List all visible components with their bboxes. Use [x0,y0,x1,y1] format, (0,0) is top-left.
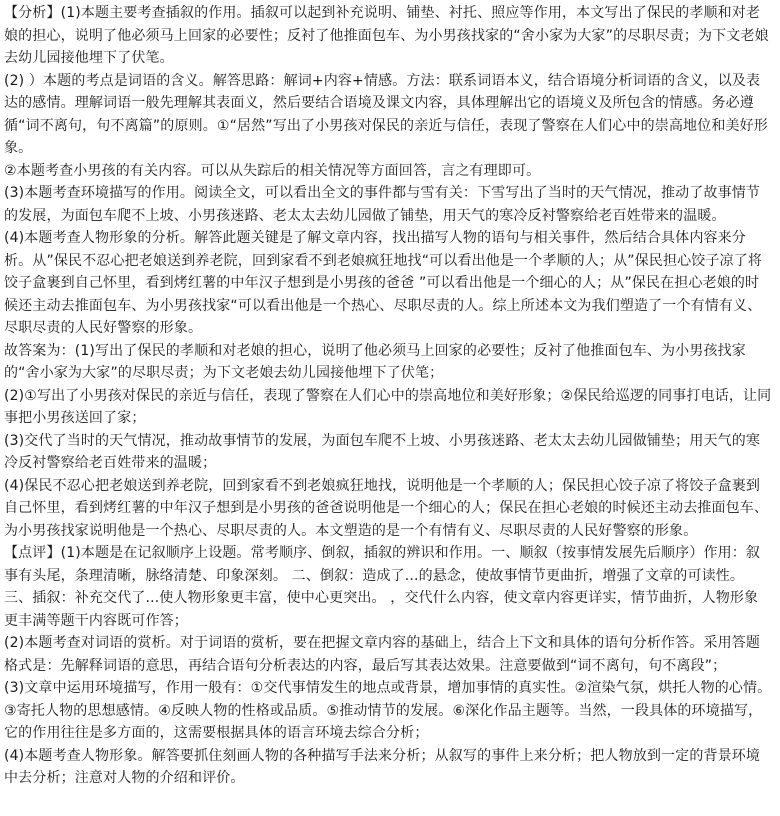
answer-paragraph: (4)保民不忍心把老娘送到养老院，回到家看不到老娘疯狂地找，说明他是一个孝顺的人；保民担心饺子凉了将饺子盒裹到自己怀里，看到烤红薯的中年汉子想到是小男孩的爸爸说明他是一个细心的人；保民在担心老娘的时候还主动去推面包车、为小男孩找家说明他是一个热心、尽职尽责的人。本文塑造的是一个有情有义、尽职尽责的人民好警察的形象。 [4,477,769,539]
answer-paragraph: 故答案为：(1)写出了保民的孝顺和对老娘的担心，说明了他必须马上回家的必要性；反衬了他推面包车、为小男孩找家的“舍小家为大家”的尽职尽责；为下文老娘去幼儿园接他埋下了伏笔； [4,342,746,381]
comment-paragraph: (4)本题考查人物形象。解答要抓住刻画人物的各种描写手法来分析；从叙写的事件上来分析；把人物放到一定的背景环境中去分析；注意对人物的介绍和评价。 [4,747,761,786]
comment-paragraph: (2)本题考查对词语的赏析。对于词语的赏析，要在把握文章内容的基础上，结合上下文和具体的语句分析作答。采用答题格式是：先解释词语的意思，再结合语句分析表达的内容，最后写其表达效果。注意要做到“词不离句，句不离段”； [4,635,761,674]
comment-paragraph: (3)文章中运用环境描写，作用一般有：①交代事情发生的地点或背景，增加事情的真实性。②渲染气氛，烘托人物的心情。③寄托人物的思想感情。④反映人物的性格或品质。⑤推动情节的发展。⑥深化作品主题等。当然，一段具体的环境描写，它的作用往往是多方面的，这需要根据具体的语言环境去综合分析； [4,680,772,741]
solution-document [4,0,772,790]
analysis-paragraph: ②本题考查小男孩的有关内容。可以从失踪后的相关情况等方面回答，言之有理即可。 [4,162,541,179]
answer-paragraph: (2)①写出了小男孩对保民的亲近与信任，表现了警察在人们心中的崇高地位和美好形象；②保民给巡逻的同事打电话，让同事把小男孩送回了家； [4,387,772,426]
analysis-paragraph: (4)本题考查人物形象的分析。解答此题关键是了解文章内容，找出描写人物的语句与相关事件，然后结合具体内容来分析。从”保民不忍心把老娘送到养老院，回到家看不到老娘疯狂地找“可以看出他是一个孝顺的人；从”保民担心饺子凉了将饺子盒裹到自己怀里，看到烤红薯的中年汉子想到是小男孩的爸爸 ”可以看出他是一个细心的人；从”保民在担心老娘的时候还主动去推面包车、为小男孩找家“可以看出他是一个热心、尽职尽责的人。综上所述本文为我们塑造了一个有情有义、尽职尽责的人民好警察的形象。 [4,230,763,336]
analysis-paragraph: (3)本题考查环境描写的作用。阅读全文，可以看出全文的事件都与雪有关：下雪写出了当时的天气情况，推动了故事情节的发展，为面包车爬不上坡、小男孩迷路、老太太去幼儿园做了铺垫，用天气的寒冷反衬警察给老百姓带来的温暖。 [4,185,761,224]
comment-paragraph: 【点评】(1)本题是在记叙顺序上设题。常考顺序、倒叙，插叙的辨识和作用。一、顺叙（按事情发展先后顺序）作用：叙事有头尾，条理清晰，脉络清楚、印象深刻。 二、倒叙：造成了...的悬念，使故事情节更曲折，增强了文章的可读性。 三、插叙：补充交代了...使人物形象更丰富，使中心更突出。 ，交代什么内容，使文章内容更详实，情节曲折，人物形象更丰满等题干内容既可作答； [4,545,761,629]
analysis-paragraph: 【分析】(1)本题主要考查插叙的作用。插叙可以起到补充说明、铺垫、衬托、照应等作用，本文写出了保民的孝顺和对老娘的担心，说明了他必须马上回家的必要性；反衬了他推面包车、为小男孩找家的“舍小家为大家”的尽职尽责；为下文老娘去幼儿园接他埋下了伏笔。 [4,5,769,66]
answer-paragraph: (3)交代了当时的天气情况，推动故事情节的发展，为面包车爬不上坡、小男孩迷路、老太太去幼儿园做铺垫；用天气的寒冷反衬警察给老百姓带来的温暖； [4,432,761,471]
analysis-paragraph: (2) ）本题的考点是词语的含义。解答思路：解词+内容+情感。方法：联系词语本义，结合语境分析词语的含义，以及表达的感情。理解词语一般先理解其表面义，然后要结合语境及课文内容，具体理解出它的语境义及所包含的情感。务必遵循“词不离句，句不离篇”的原则。①“居然”写出了小男孩对保民的亲近与信任，表现了警察在人们心中的崇高地位和美好形象。 [4,72,768,156]
